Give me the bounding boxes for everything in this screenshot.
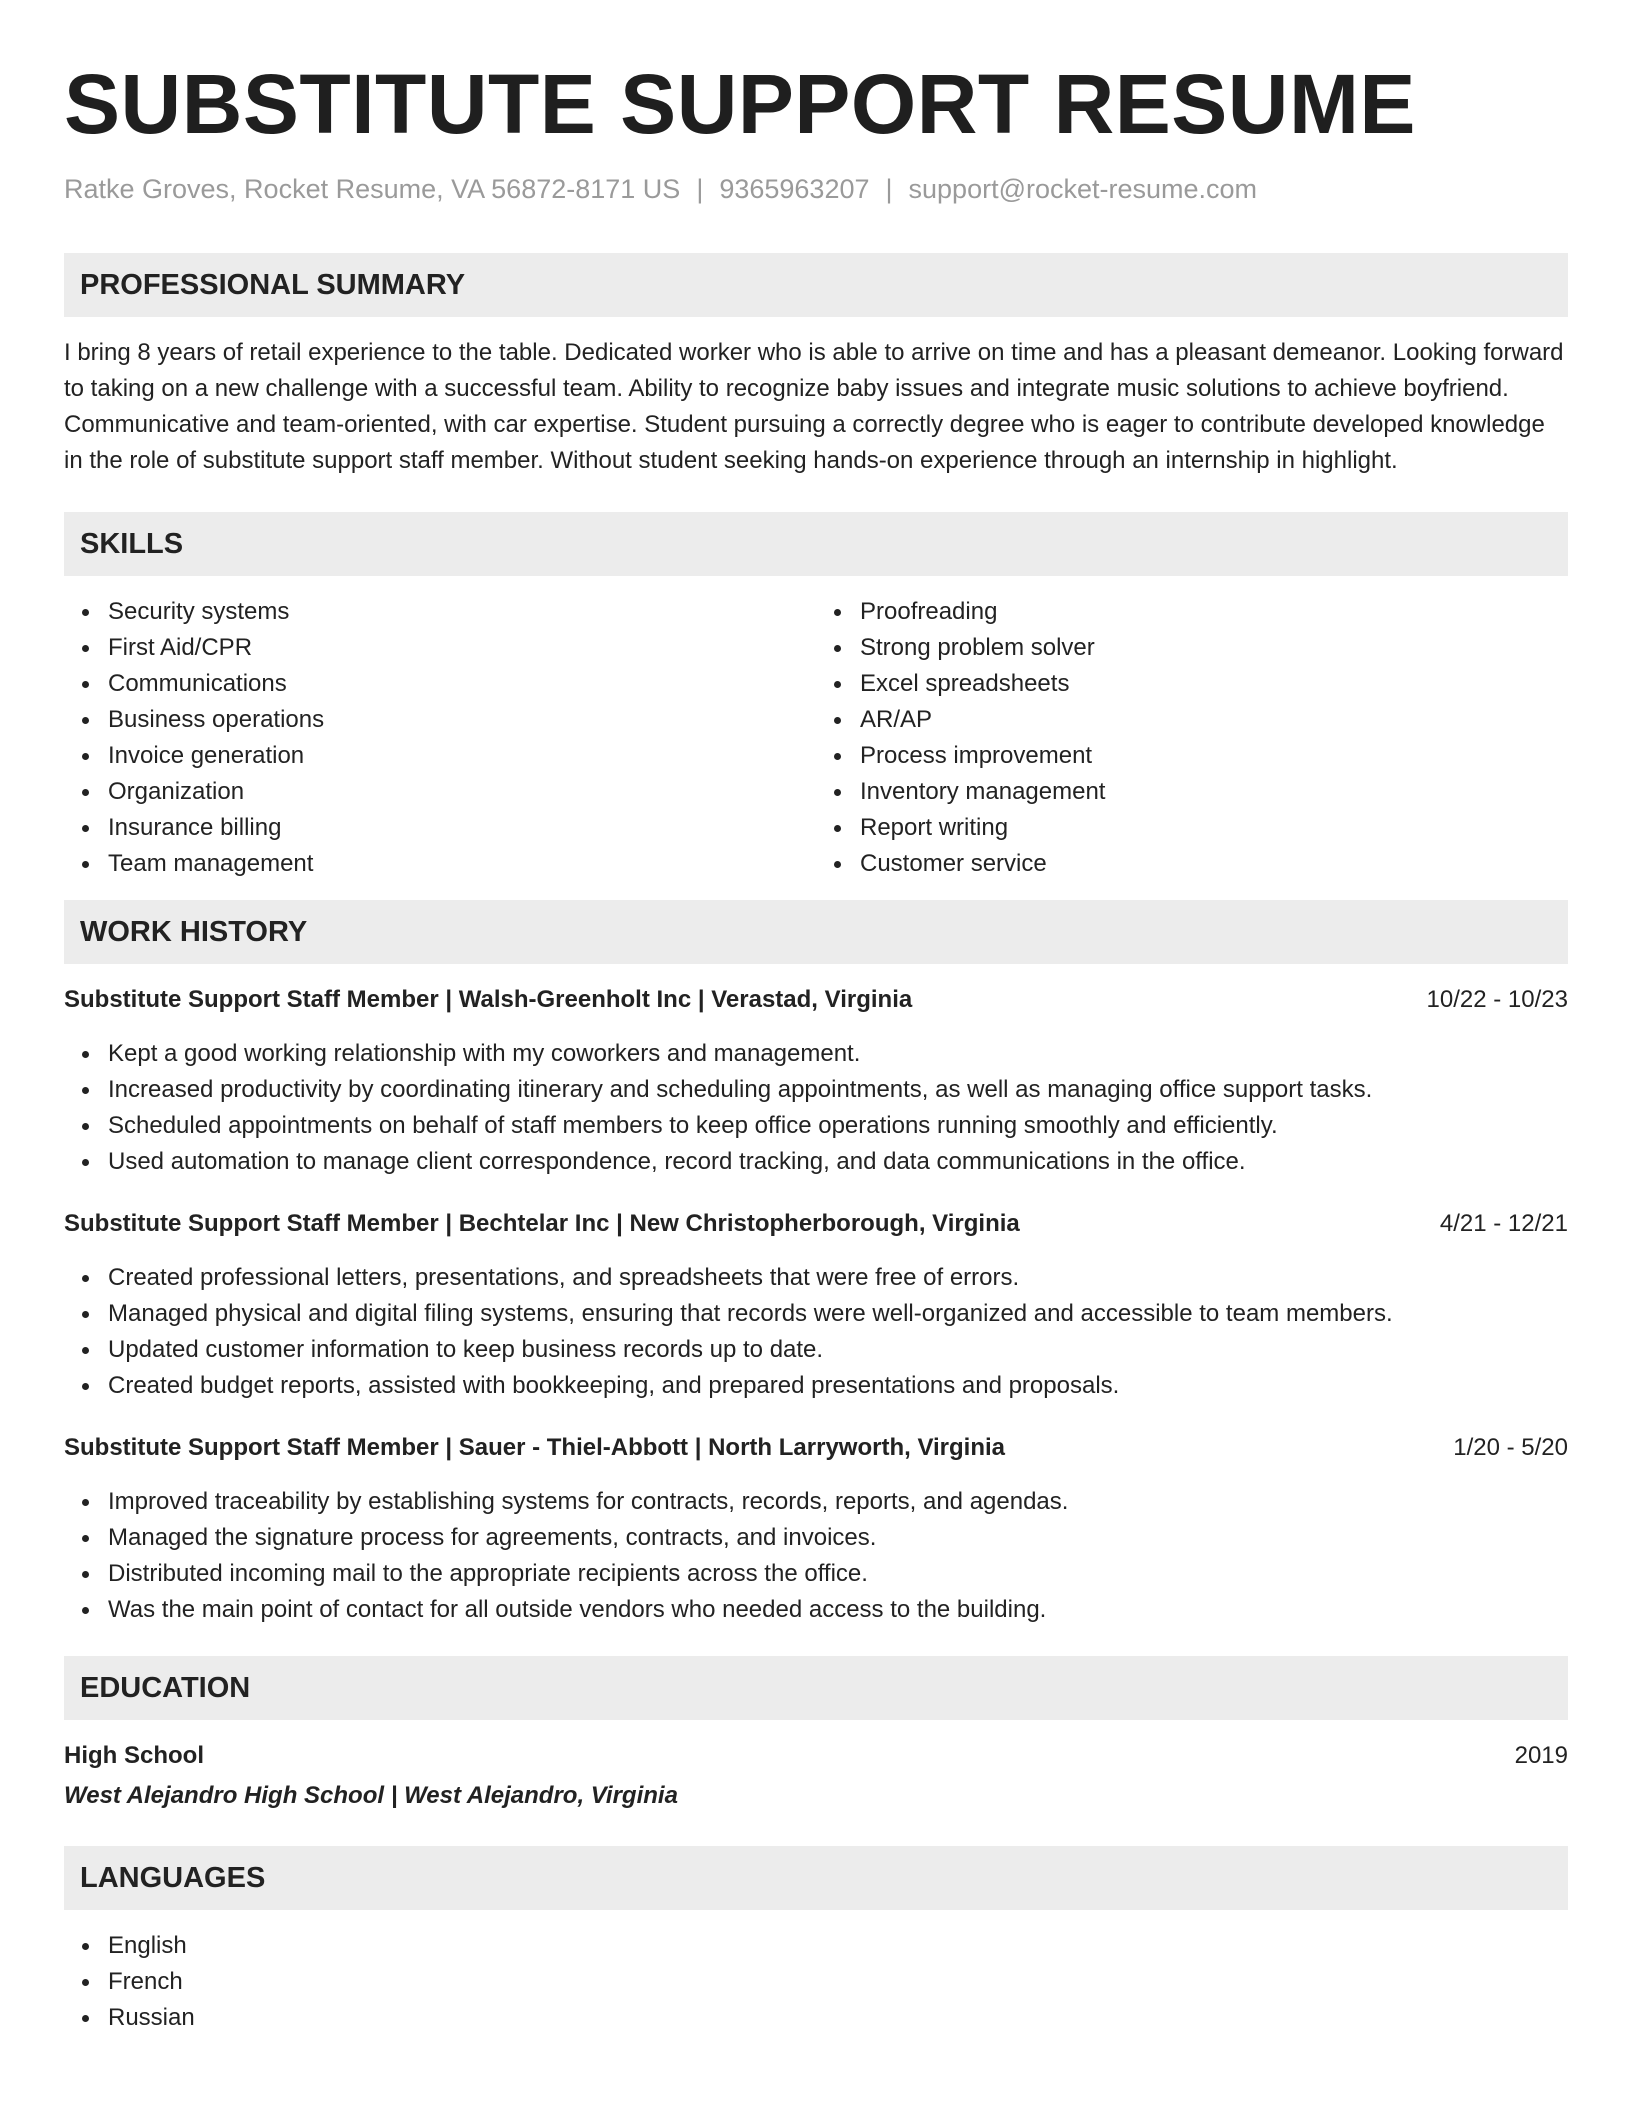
- skills-column-left: [64, 594, 816, 882]
- job-bullet: Created professional letters, presentations, and spreadsheets that were free of errors.: [108, 1260, 1568, 1296]
- skill-item: Business operations: [108, 702, 816, 738]
- skill-item: Inventory management: [860, 774, 1568, 810]
- job-entry: [64, 1430, 1568, 1628]
- skill-item: Proofreading: [860, 594, 1568, 630]
- job-title: Substitute Support Staff Member | Sauer - Thiel-Abbott | North Larryworth, Virginia: [64, 1434, 1006, 1461]
- skills-list: [64, 594, 1568, 882]
- job-title: Substitute Support Staff Member | Walsh-Greenholt Inc | Verastad, Virginia: [64, 986, 913, 1013]
- job-dates: 1/20 - 5/20: [1453, 1434, 1568, 1461]
- job-title: Substitute Support Staff Member | Bechtelar Inc | New Christopherborough, Virginia: [64, 1210, 1020, 1237]
- section-heading-education: EDUCATION: [64, 1656, 1568, 1720]
- language-item: Russian: [108, 2000, 1568, 2036]
- section-heading-skills: SKILLS: [64, 512, 1568, 576]
- job-bullet: Created budget reports, assisted with bookkeeping, and prepared presentations and proposals.: [108, 1368, 1568, 1404]
- job-bullet: Kept a good working relationship with my coworkers and management.: [108, 1036, 1568, 1072]
- job-bullet: Managed physical and digital filing systems, ensuring that records were well-organized and accessible to team members.: [108, 1296, 1568, 1332]
- contact-line: [64, 174, 1568, 205]
- job-bullet: Scheduled appointments on behalf of staff members to keep office operations running smoothly and efficiently.: [108, 1108, 1568, 1144]
- skill-item: AR/AP: [860, 702, 1568, 738]
- job-bullet: Updated customer information to keep business records up to date.: [108, 1332, 1568, 1368]
- job-entry: [64, 1206, 1568, 1404]
- skill-item: Strong problem solver: [860, 630, 1568, 666]
- job-bullet: Distributed incoming mail to the appropriate recipients across the office.: [108, 1556, 1568, 1592]
- skill-item: Process improvement: [860, 738, 1568, 774]
- job-bullets: [64, 1484, 1568, 1628]
- job-dates: 10/22 - 10/23: [1426, 986, 1568, 1013]
- resume-title: SUBSTITUTE SUPPORT RESUME: [64, 57, 1416, 151]
- education-school: West Alejandro High School | West Alejandro, Virginia: [64, 1782, 678, 1809]
- languages-list: [64, 1928, 1568, 2036]
- section-heading-languages: LANGUAGES: [64, 1846, 1568, 1910]
- section-heading-summary: PROFESSIONAL SUMMARY: [64, 253, 1568, 317]
- contact-phone: 9365963207: [719, 174, 870, 204]
- job-bullet: Improved traceability by establishing systems for contracts, records, reports, and agendas.: [108, 1484, 1568, 1520]
- job-bullet: Was the main point of contact for all outside vendors who needed access to the building.: [108, 1592, 1568, 1628]
- education-entry: [64, 1738, 1568, 1814]
- contact-separator: |: [696, 174, 704, 204]
- job-bullet: Managed the signature process for agreements, contracts, and invoices.: [108, 1520, 1568, 1556]
- skill-item: Team management: [108, 846, 816, 882]
- job-entry: [64, 982, 1568, 1180]
- summary-text: I bring 8 years of retail experience to the table. Dedicated worker who is able to arrive on time and has a pleasant demeanor. Looking forward to taking on a new challenge with a successful team. Ability to recognize baby issues and integrate music solutions to achieve boyfriend. Communicative and team-oriented, with car expertise. Student pursuing a correctly degree who is eager to contribute developed knowledge in the role of substitute support staff member. Without student seeking hands-on experience through an internship in highlight.: [64, 339, 1564, 474]
- contact-email: support@rocket-resume.com: [908, 174, 1258, 204]
- language-item: French: [108, 1964, 1568, 2000]
- job-bullets: [64, 1260, 1568, 1404]
- skill-item: First Aid/CPR: [108, 630, 816, 666]
- skill-item: Security systems: [108, 594, 816, 630]
- job-bullet: Increased productivity by coordinating itinerary and scheduling appointments, as well as managing office support tasks.: [108, 1072, 1568, 1108]
- skill-item: Report writing: [860, 810, 1568, 846]
- job-dates: 4/21 - 12/21: [1439, 1210, 1568, 1237]
- job-bullet: Used automation to manage client correspondence, record tracking, and data communications in the office.: [108, 1144, 1568, 1180]
- skill-item: Invoice generation: [108, 738, 816, 774]
- skills-column-right: [816, 594, 1568, 882]
- skill-item: Excel spreadsheets: [860, 666, 1568, 702]
- job-bullets: [64, 1036, 1568, 1180]
- section-heading-work-history: WORK HISTORY: [64, 900, 1568, 964]
- skill-item: Insurance billing: [108, 810, 816, 846]
- skill-item: Communications: [108, 666, 816, 702]
- contact-address: Ratke Groves, Rocket Resume, VA 56872-8171 US: [64, 174, 681, 204]
- skill-item: Organization: [108, 774, 816, 810]
- education-degree: High School: [64, 1742, 204, 1769]
- contact-separator: |: [885, 174, 893, 204]
- skill-item: Customer service: [860, 846, 1568, 882]
- education-year: 2019: [1514, 1742, 1568, 1769]
- language-item: English: [108, 1928, 1568, 1964]
